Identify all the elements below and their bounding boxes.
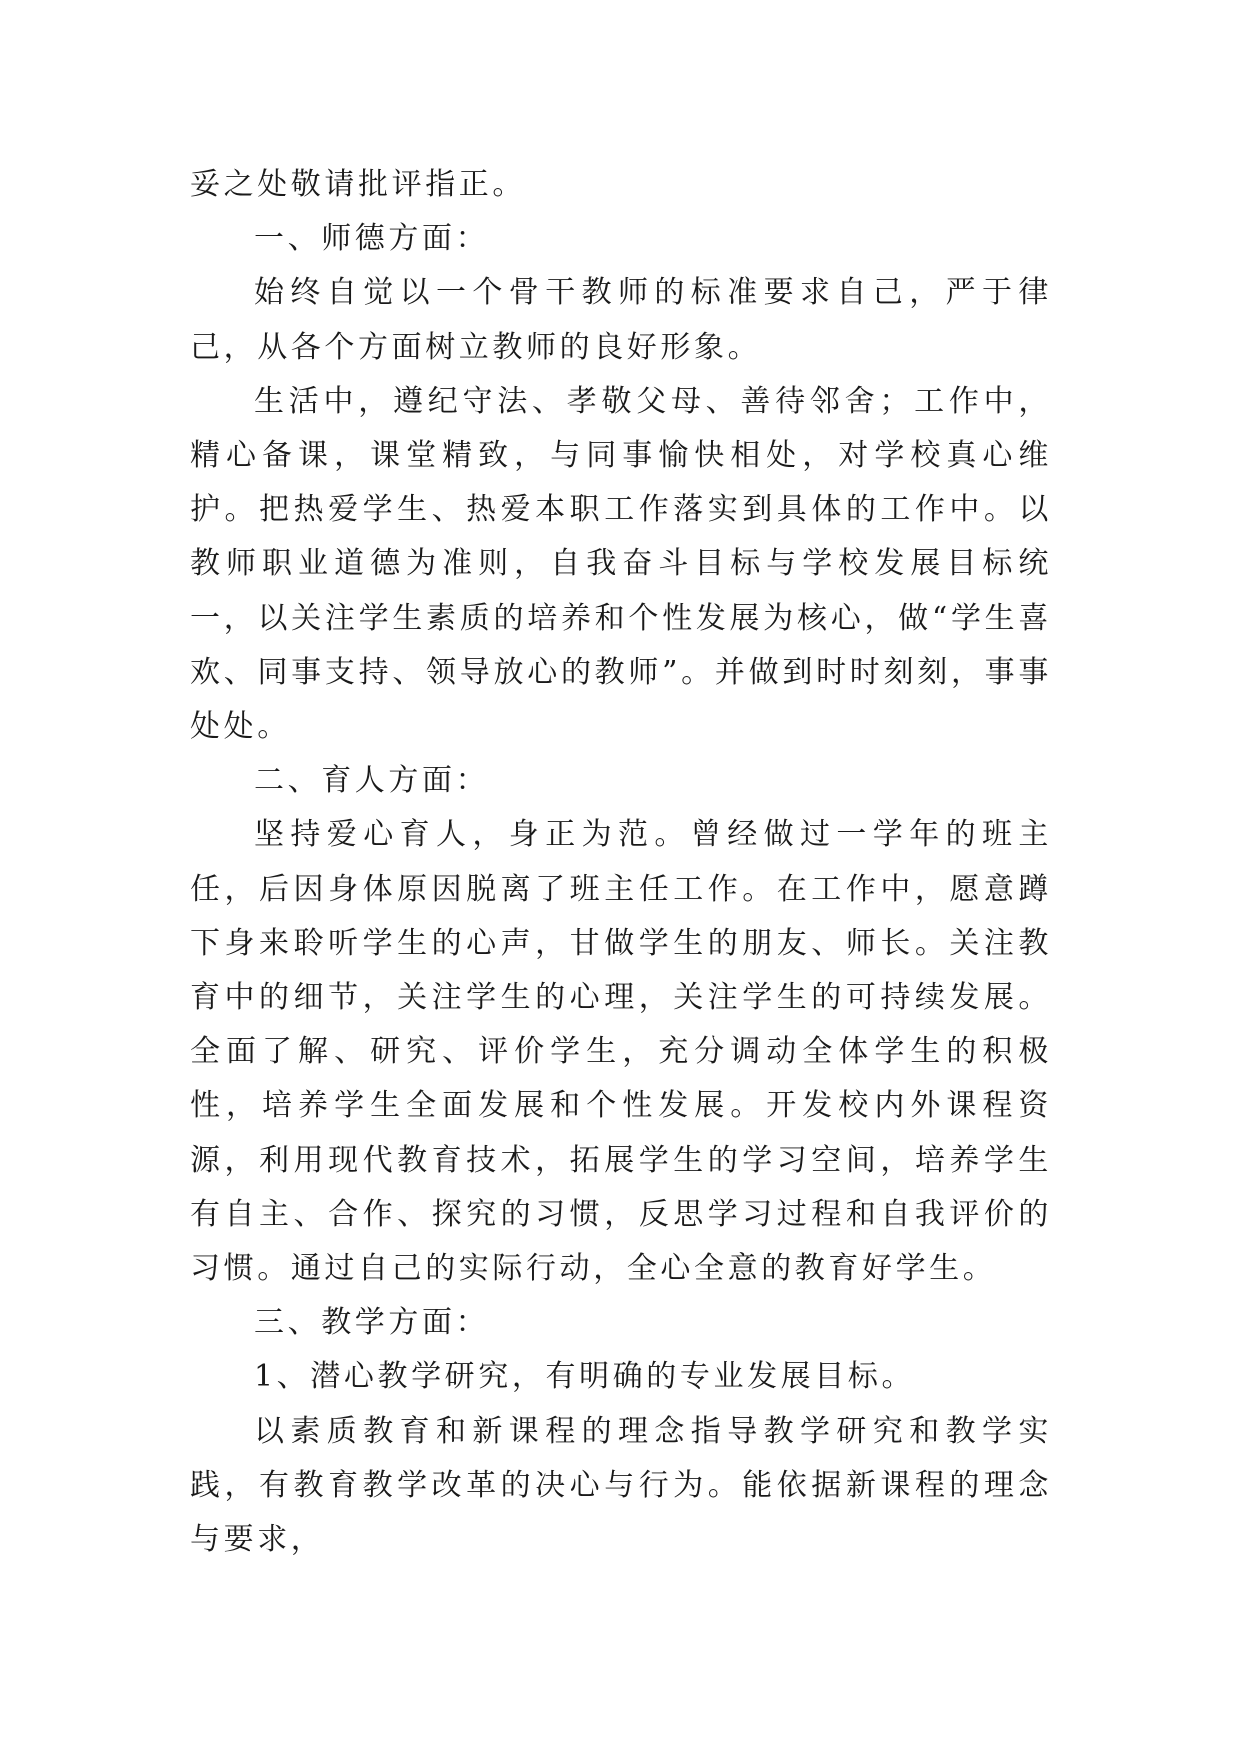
paragraph-teaching-detail: 以素质教育和新课程的理念指导教学研究和教学实践，有教育教学改革的决心与行为。能依据新课程的理念与要求，	[190, 1413, 1052, 1558]
document-body	[190, 158, 1052, 1567]
heading-education: 二、育人方面：	[254, 763, 490, 799]
paragraph-education-detail: 坚持爱心育人，身正为范。曾经做过一学年的班主任，后因身体原因脱离了班主任工作。在工作中，愿意蹲下身来聆听学生的心声，甘做学生的朋友、师长。关注教育中的细节，关注学生的心理，关注学生的可持续发展。全面了解、研究、评价学生，充分调动全体学生的积极性，培养学生全面发展和个性发展。开发校内外课程资源，利用现代教育技术，拓展学生的学习空间，培养学生有自主、合作、探究的习惯，反思学习过程和自我评价的习惯。通过自己的实际行动，全心全意的教育好学生。	[190, 817, 1052, 1287]
heading-teaching: 三、教学方面：	[254, 1305, 490, 1341]
paragraph-ethics-intro: 始终自觉以一个骨干教师的标准要求自己，严于律己，从各个方面树立教师的良好形象。	[190, 275, 1052, 365]
heading-teacher-ethics: 一、师德方面：	[254, 221, 490, 257]
paragraph-ethics-detail: 生活中，遵纪守法、孝敬父母、善待邻舍；工作中，精心备课，课堂精致，与同事愉快相处，对学校真心维护。把热爱学生、热爱本职工作落实到具体的工作中。以教师职业道德为准则，自我奋斗目标与学校发展目标统一，以关注学生素质的培养和个性发展为核心，做“学生喜欢、同事支持、领导放心的教师”。并做到时时刻刻，事事处处。	[190, 383, 1052, 745]
paragraph-continuation: 妥之处敬请批评指正。	[190, 167, 526, 202]
subheading-teaching-research: 1、潜心教学研究，有明确的专业发展目标。	[254, 1359, 916, 1395]
